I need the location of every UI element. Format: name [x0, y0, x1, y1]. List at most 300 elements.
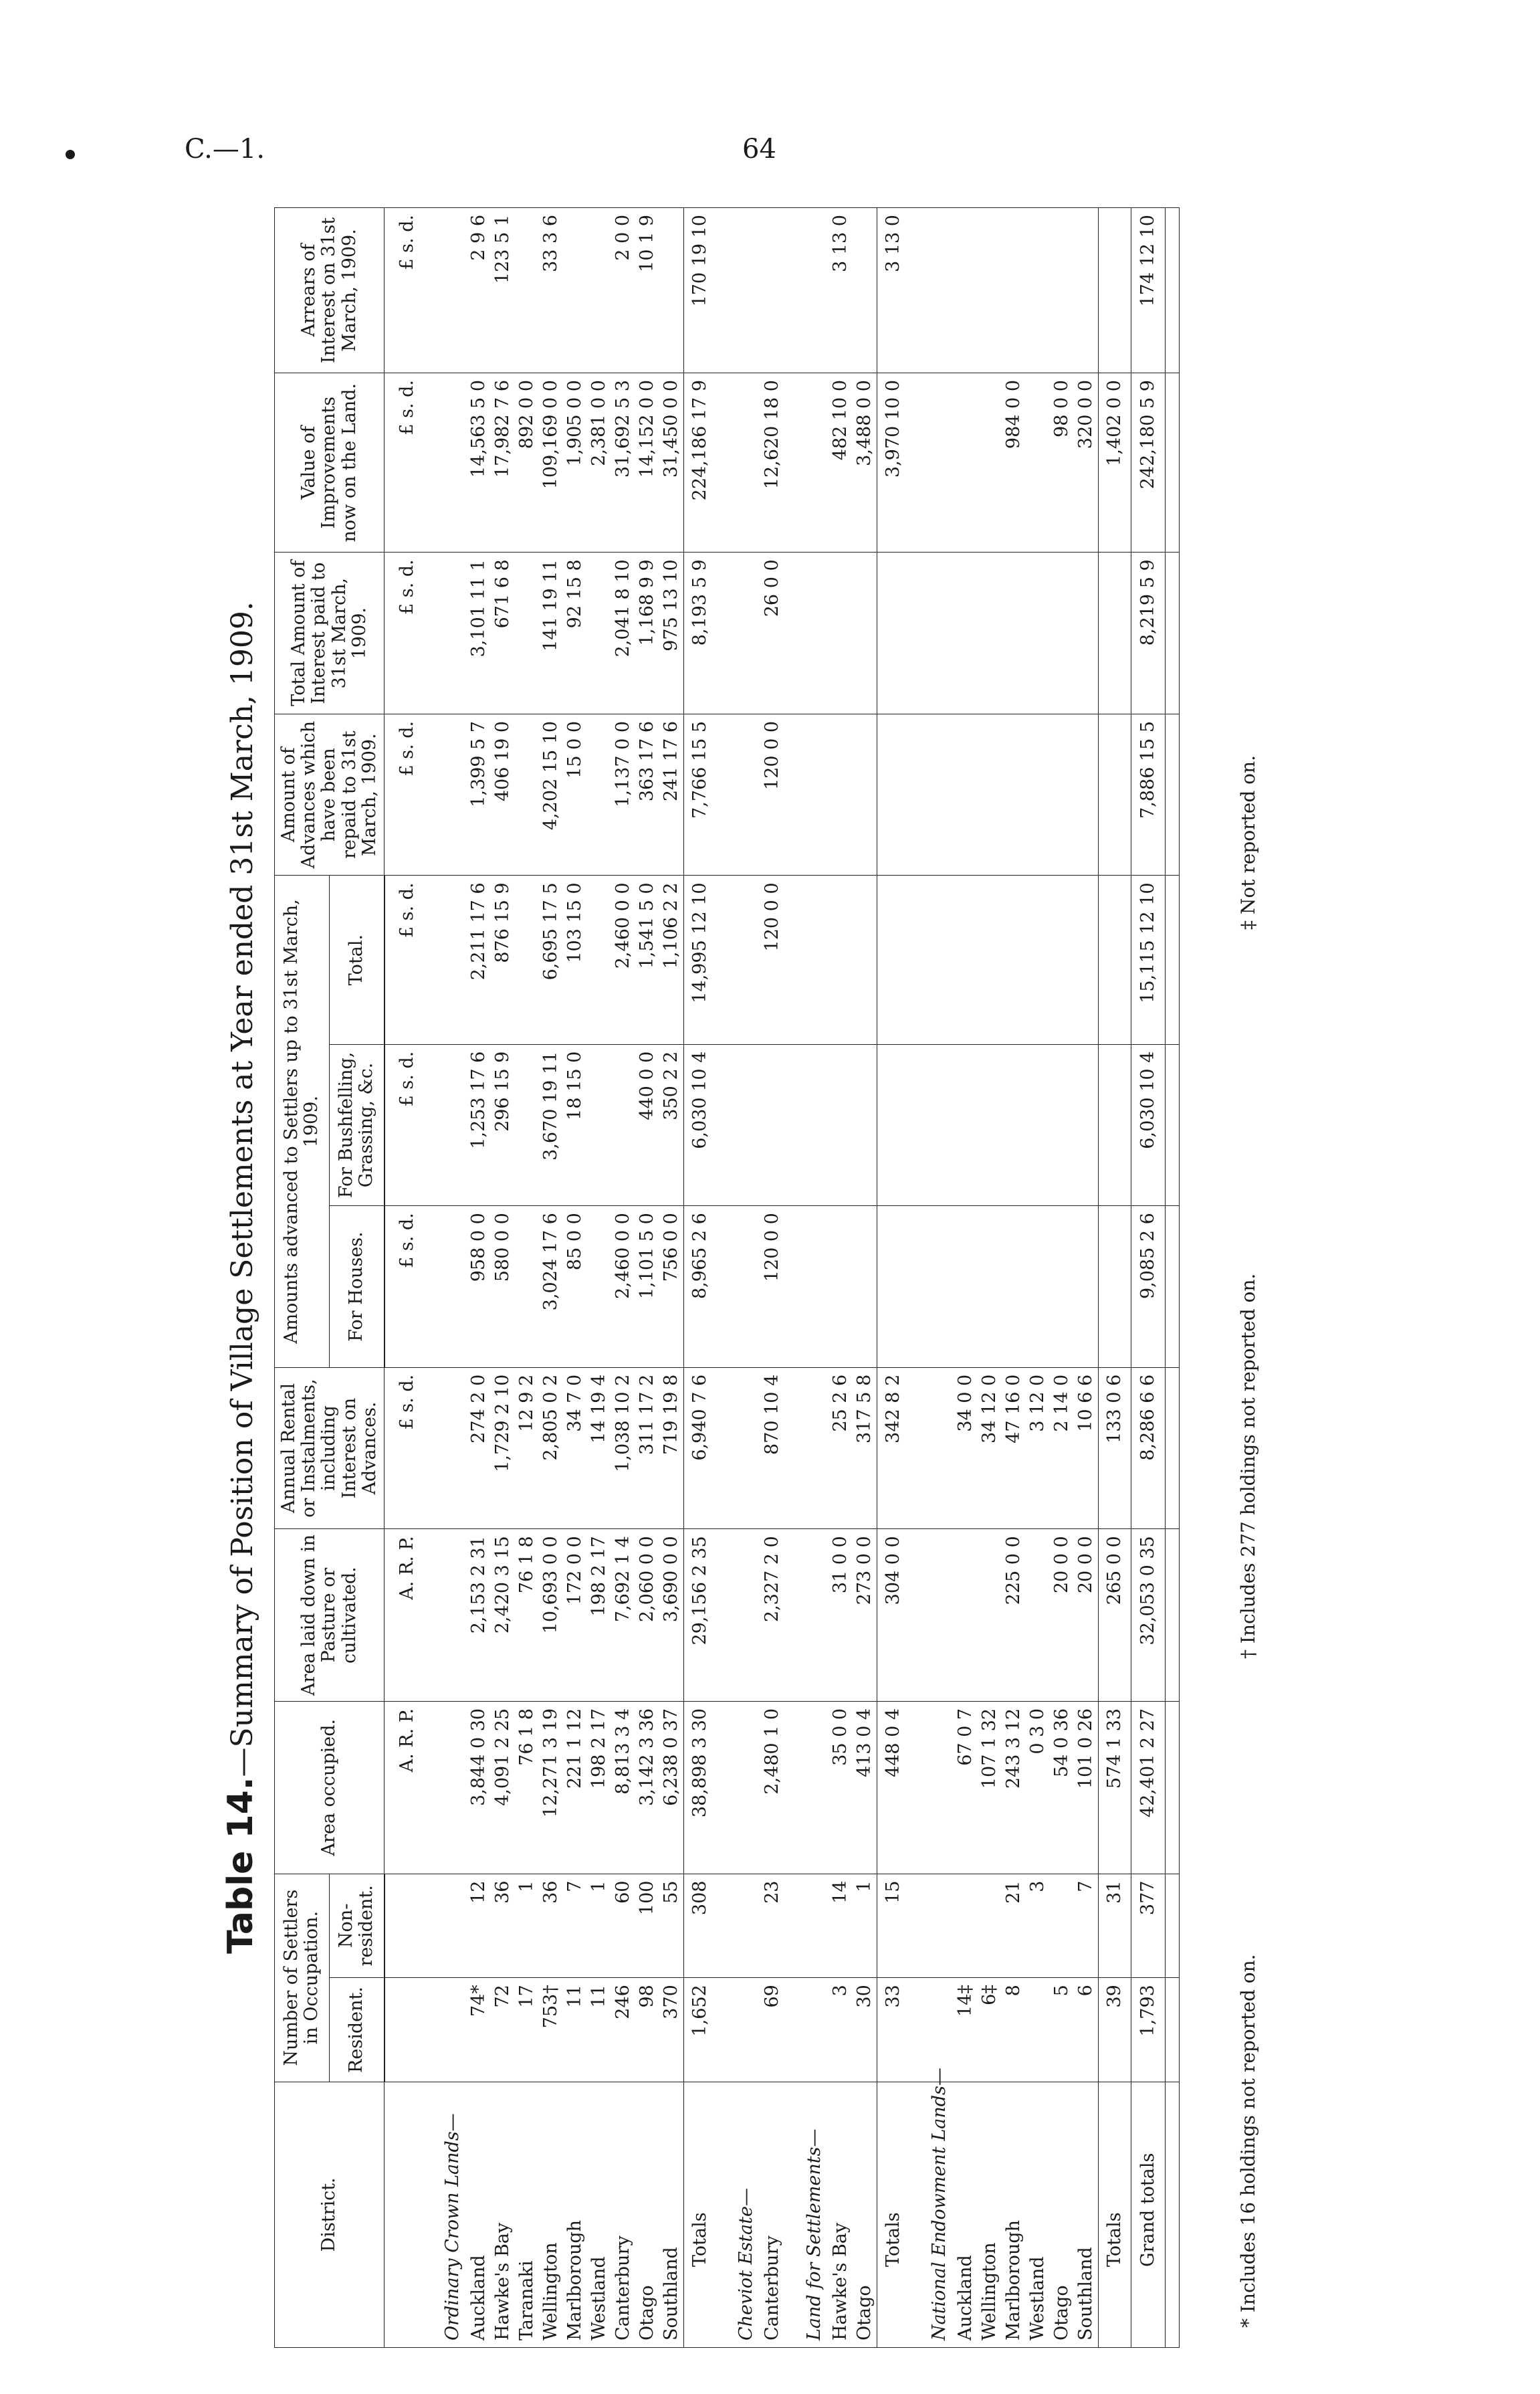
table-cell — [829, 553, 853, 714]
group-title — [784, 2082, 795, 2347]
table-cell: 20 0 0 — [1050, 1529, 1074, 1702]
table-cell — [515, 1206, 539, 1368]
blank-cell — [920, 714, 954, 876]
table-cell: 60 — [611, 1874, 635, 1978]
table-cell: 17,982 7 6 — [491, 373, 515, 553]
totals-row — [683, 208, 716, 2348]
table-cell — [1002, 1044, 1026, 1206]
district-name: Wellington — [978, 2082, 1002, 2347]
table-cell — [829, 1044, 853, 1206]
unit-label: £ s. d. — [384, 1206, 423, 1368]
blank-cell — [909, 1044, 920, 1206]
table-cell — [515, 1044, 539, 1206]
grand-totals-cell: 1,793 — [1131, 1978, 1165, 2082]
table-cell: 3,142 3 36 — [635, 1701, 659, 1874]
blank-cell — [423, 714, 433, 876]
table-row — [491, 208, 515, 2348]
table-cell — [954, 1874, 978, 1978]
blank-cell — [909, 714, 920, 876]
table-cell — [1050, 1874, 1074, 1978]
blank-cell — [784, 208, 795, 373]
blank-cell — [1165, 1044, 1179, 1206]
table-cell: 2,460 0 0 — [611, 876, 635, 1044]
unit-label: £ s. d. — [384, 208, 423, 373]
table-cell — [1026, 1206, 1050, 1368]
col-arrears: Arrears of Interest on 31st March, 1909. — [275, 208, 384, 373]
blank-cell — [1165, 373, 1179, 553]
blank-cell — [423, 1978, 433, 2082]
grand-totals-cell: 9,085 2 6 — [1131, 1206, 1165, 1368]
table-cell — [978, 714, 1002, 876]
blank-cell — [433, 1529, 467, 1702]
totals-cell: 6,030 10 4 — [683, 1044, 716, 1206]
table-row — [611, 208, 635, 2348]
table-cell — [1074, 876, 1099, 1044]
table-cell — [515, 714, 539, 876]
blank-cell — [423, 1874, 433, 1978]
table-cell: 54 0 36 — [1050, 1701, 1074, 1874]
table-cell: 69 — [760, 1978, 784, 2082]
table-row — [515, 208, 539, 2348]
blank-cell — [716, 1978, 727, 2082]
table-cell: 0 3 0 — [1026, 1701, 1050, 1874]
table-cell: 756 0 0 — [659, 1206, 684, 1368]
grand-totals-row — [1131, 208, 1165, 2348]
table-cell — [954, 714, 978, 876]
district-name: Auckland — [954, 2082, 978, 2347]
blank-cell — [1165, 1367, 1179, 1529]
col-area-occupied: Area occupied. — [275, 1701, 384, 1874]
totals-cell: 265 0 0 — [1098, 1529, 1131, 1702]
table-cell: 273 0 0 — [853, 1529, 877, 1702]
grand-totals-cell: 6,030 10 4 — [1131, 1044, 1165, 1206]
table-cell — [587, 553, 611, 714]
table-cell — [760, 1044, 784, 1206]
blank-cell — [909, 1529, 920, 1702]
table-cell: 892 0 0 — [515, 373, 539, 553]
totals-cell: 8,193 5 9 — [683, 553, 716, 714]
group-title: Ordinary Crown Lands— — [433, 2082, 467, 2347]
unit-label — [384, 1874, 423, 1978]
blank-cell — [920, 208, 954, 373]
totals-cell — [877, 876, 909, 1044]
table-cell: 31,692 5 3 — [611, 373, 635, 553]
col-district: District. — [275, 2082, 384, 2347]
table-cell: 36 — [491, 1874, 515, 1978]
table-row — [829, 208, 853, 2348]
table-cell: 36 — [539, 1874, 563, 1978]
unit-label: £ s. d. — [384, 553, 423, 714]
margin-dot — [66, 150, 75, 159]
blank-cell — [423, 553, 433, 714]
table-cell: 76 1 8 — [515, 1529, 539, 1702]
table-cell: 11 — [587, 1978, 611, 2082]
table-cell — [853, 1206, 877, 1368]
table-cell: 23 — [760, 1874, 784, 1978]
unit-label — [384, 1978, 423, 2082]
table-cell: 25 2 6 — [829, 1367, 853, 1529]
table-title-text: —Summary of Position of Village Settlements at Year ended 31st March, 1909. — [225, 601, 259, 1777]
table-cell — [1074, 553, 1099, 714]
table-cell — [853, 553, 877, 714]
table-cell: 14‡ — [954, 1978, 978, 2082]
blank-cell — [784, 1701, 795, 1874]
totals-cell: 8,965 2 6 — [683, 1206, 716, 1368]
col-improvements: Value of Improvements now on the Land. — [275, 373, 384, 553]
table-cell: 671 6 8 — [491, 553, 515, 714]
table-title — [221, 207, 261, 2348]
table-cell: 18 15 0 — [563, 1044, 587, 1206]
group-title-row — [795, 208, 829, 2348]
blank-cell — [1165, 1701, 1179, 1874]
totals-cell — [877, 1044, 909, 1206]
table-cell: 172 0 0 — [563, 1529, 587, 1702]
table-cell: 6 — [1074, 1978, 1099, 2082]
totals-cell: 133 0 6 — [1098, 1367, 1131, 1529]
table-cell: 11 — [563, 1978, 587, 2082]
unit-label: £ s. d. — [384, 373, 423, 553]
table-cell: 2,060 0 0 — [635, 1529, 659, 1702]
table-cell: 1 — [853, 1874, 877, 1978]
totals-cell: 38,898 3 30 — [683, 1701, 716, 1874]
blank-cell — [909, 876, 920, 1044]
totals-cell: 33 — [877, 1978, 909, 2082]
group-title-row — [433, 208, 467, 2348]
table-cell — [563, 208, 587, 373]
blank-cell — [909, 1701, 920, 1874]
table-cell — [1050, 1044, 1074, 1206]
table-row — [539, 208, 563, 2348]
table-cell — [978, 373, 1002, 553]
table-cell: 406 19 0 — [491, 714, 515, 876]
totals-cell — [877, 553, 909, 714]
blank-cell — [727, 1367, 760, 1529]
table-cell: 317 5 8 — [853, 1367, 877, 1529]
blank-cell — [795, 876, 829, 1044]
totals-cell: 342 8 2 — [877, 1367, 909, 1529]
blank-cell — [716, 553, 727, 714]
table-cell: 3,101 11 1 — [467, 553, 491, 714]
totals-label: Totals — [877, 2082, 909, 2347]
table-cell — [1026, 876, 1050, 1044]
table-cell: 984 0 0 — [1002, 373, 1026, 553]
totals-cell: 3 13 0 — [877, 208, 909, 373]
blank-cell — [433, 1044, 467, 1206]
district-name: Hawke's Bay — [491, 2082, 515, 2347]
blank-cell — [920, 1367, 954, 1529]
table-cell: 1,729 2 10 — [491, 1367, 515, 1529]
table-cell: 1,038 10 2 — [611, 1367, 635, 1529]
blank-cell — [784, 714, 795, 876]
blank-cell — [716, 208, 727, 373]
table-cell: 85 0 0 — [563, 1206, 587, 1368]
table-cell: 120 0 0 — [760, 714, 784, 876]
blank-cell — [716, 1044, 727, 1206]
table-cell — [1050, 714, 1074, 876]
table-cell: 1,168 9 9 — [635, 553, 659, 714]
table-cell — [515, 876, 539, 1044]
footnote-holdings-16: * Includes 16 holdings not reported on. — [1237, 1954, 1259, 2328]
table-cell: 1,399 5 7 — [467, 714, 491, 876]
totals-cell — [1098, 714, 1131, 876]
settlements-table — [274, 207, 1180, 2348]
blank-cell — [795, 208, 829, 373]
spacer-row — [784, 208, 795, 2348]
table-cell: 580 0 0 — [491, 1206, 515, 1368]
table-cell: 1,106 2 2 — [659, 876, 684, 1044]
grand-totals-label: Grand totals — [1131, 2082, 1165, 2347]
totals-cell: 3,970 10 0 — [877, 373, 909, 553]
district-name: Otago — [1050, 2082, 1074, 2347]
table-cell: 1,137 0 0 — [611, 714, 635, 876]
table-cell: 975 13 10 — [659, 553, 684, 714]
blank-cell — [784, 1367, 795, 1529]
table-cell — [954, 1529, 978, 1702]
blank-cell — [784, 373, 795, 553]
col-advanced: Amounts advanced to Settlers up to 31st March, 1909. — [275, 876, 330, 1367]
table-cell: 350 2 2 — [659, 1044, 684, 1206]
grand-totals-cell: 242,180 5 9 — [1131, 373, 1165, 553]
table-body — [384, 208, 1180, 2348]
table-cell: 296 15 9 — [491, 1044, 515, 1206]
table-cell — [1074, 1206, 1099, 1368]
blank-cell — [727, 876, 760, 1044]
table-cell — [978, 876, 1002, 1044]
blank-cell — [423, 1367, 433, 1529]
blank-cell — [727, 1874, 760, 1978]
totals-cell: 308 — [683, 1874, 716, 1978]
district-name: Canterbury — [760, 2082, 784, 2347]
totals-cell: 29,156 2 35 — [683, 1529, 716, 1702]
totals-label: Totals — [683, 2082, 716, 2347]
table-cell: 243 3 12 — [1002, 1701, 1026, 1874]
group-title: Cheviot Estate— — [727, 2082, 760, 2347]
blank-cell — [716, 1206, 727, 1368]
table-cell: 241 17 6 — [659, 714, 684, 876]
table-cell — [1074, 714, 1099, 876]
table-cell: 34 12 0 — [978, 1367, 1002, 1529]
col-nonresident: Non-resident. — [329, 1874, 384, 1978]
table-cell: 6,695 17 5 — [539, 876, 563, 1044]
totals-cell — [1098, 876, 1131, 1044]
table-cell — [1026, 373, 1050, 553]
totals-cell: 1,652 — [683, 1978, 716, 2082]
table-cell: 2 0 0 — [611, 208, 635, 373]
table-cell: 100 — [635, 1874, 659, 1978]
grand-totals-cell: 7,886 15 5 — [1131, 714, 1165, 876]
table-cell: 92 15 8 — [563, 553, 587, 714]
table-cell: 141 19 11 — [539, 553, 563, 714]
totals-cell: 7,766 15 5 — [683, 714, 716, 876]
table-number: Table 14. — [221, 1777, 261, 1954]
table-cell — [587, 208, 611, 373]
table-cell: 101 0 26 — [1074, 1701, 1099, 1874]
table-cell: 6‡ — [978, 1978, 1002, 2082]
table-cell: 3,488 0 0 — [853, 373, 877, 553]
table-cell: 363 17 6 — [635, 714, 659, 876]
table-cell — [1026, 1978, 1050, 2082]
district-name: Southland — [659, 2082, 684, 2347]
totals-cell — [877, 714, 909, 876]
table-cell — [978, 1206, 1002, 1368]
district-name: Otago — [635, 2082, 659, 2347]
totals-cell: 574 1 33 — [1098, 1701, 1131, 1874]
footnote-holdings-277: † Includes 277 holdings not reported on. — [1237, 1273, 1259, 1659]
table-row — [954, 208, 978, 2348]
table-cell — [1002, 208, 1026, 373]
blank-cell — [920, 1206, 954, 1368]
blank-cell — [795, 1529, 829, 1702]
blank-cell — [1165, 1529, 1179, 1702]
blank-cell — [727, 1529, 760, 1702]
table-cell: 8,813 3 4 — [611, 1701, 635, 1874]
table-cell: 753† — [539, 1978, 563, 2082]
table-cell: 55 — [659, 1874, 684, 1978]
report-code: C.—1. — [185, 134, 265, 165]
district-name: Westland — [587, 2082, 611, 2347]
blank-cell — [433, 208, 467, 373]
district-name: Southland — [1074, 2082, 1099, 2347]
table-cell: 98 0 0 — [1050, 373, 1074, 553]
totals-cell: 39 — [1098, 1978, 1131, 2082]
bottom-pad-row — [1165, 208, 1179, 2348]
grand-totals-cell: 174 12 10 — [1131, 208, 1165, 373]
blank-cell — [909, 208, 920, 373]
table-cell: 311 17 2 — [635, 1367, 659, 1529]
blank-cell — [727, 373, 760, 553]
blank-cell — [716, 1701, 727, 1874]
table-cell: 34 7 0 — [563, 1367, 587, 1529]
spacer-row — [909, 208, 920, 2348]
totals-row — [1098, 208, 1131, 2348]
table-row — [635, 208, 659, 2348]
col-settlers: Number of Settlers in Occupation. — [275, 1874, 330, 2082]
table-cell — [978, 1529, 1002, 1702]
blank-cell — [423, 1529, 433, 1702]
blank-cell — [1165, 553, 1179, 714]
table-row — [563, 208, 587, 2348]
table-cell: 2,460 0 0 — [611, 1206, 635, 1368]
blank-cell — [433, 876, 467, 1044]
blank-cell — [433, 373, 467, 553]
table-cell: 2,420 3 15 — [491, 1529, 515, 1702]
grand-totals-cell: 15,115 12 10 — [1131, 876, 1165, 1044]
table-cell — [1050, 876, 1074, 1044]
table-cell: 2,041 8 10 — [611, 553, 635, 714]
district-name: Otago — [853, 2082, 877, 2347]
table-cell: 2,327 2 0 — [760, 1529, 784, 1702]
table-cell — [978, 208, 1002, 373]
blank-cell — [795, 373, 829, 553]
district-name: Canterbury — [611, 2082, 635, 2347]
table-cell — [587, 1044, 611, 1206]
totals-cell: 15 — [877, 1874, 909, 1978]
totals-cell — [1098, 208, 1131, 373]
blank-cell — [909, 553, 920, 714]
table-cell — [853, 1044, 877, 1206]
table-cell: 2,153 2 31 — [467, 1529, 491, 1702]
group-title — [909, 2082, 920, 2347]
table-cell: 109,169 0 0 — [539, 373, 563, 553]
blank-cell — [909, 373, 920, 553]
totals-cell: 6,940 7 6 — [683, 1367, 716, 1529]
blank-cell — [920, 553, 954, 714]
blank-cell — [784, 1529, 795, 1702]
blank-cell — [727, 208, 760, 373]
table-cell: 10,693 0 0 — [539, 1529, 563, 1702]
blank-cell — [795, 714, 829, 876]
table-cell — [1002, 876, 1026, 1044]
table-cell: 33 3 6 — [539, 208, 563, 373]
table-cell: 870 10 4 — [760, 1367, 784, 1529]
table-cell: 3 12 0 — [1026, 1367, 1050, 1529]
table-cell: 76 1 8 — [515, 1701, 539, 1874]
col-total: Total. — [329, 876, 384, 1044]
page-number: 64 — [742, 134, 776, 165]
blank-cell — [795, 1206, 829, 1368]
blank-cell — [1165, 208, 1179, 373]
table-row — [587, 208, 611, 2348]
table-cell: 221 1 12 — [563, 1701, 587, 1874]
totals-cell — [877, 1206, 909, 1368]
blank-cell — [423, 1701, 433, 1874]
table-cell: 5 — [1050, 1978, 1074, 2082]
blank-cell — [909, 1874, 920, 1978]
blank-cell — [920, 1044, 954, 1206]
table-row — [659, 208, 684, 2348]
table-cell: 2,480 1 0 — [760, 1701, 784, 1874]
table-cell — [978, 553, 1002, 714]
table-cell — [1026, 1529, 1050, 1702]
district-name: Wellington — [539, 2082, 563, 2347]
table-cell: 876 15 9 — [491, 876, 515, 1044]
units-row — [384, 208, 423, 2348]
table-cell — [954, 1044, 978, 1206]
blank-cell — [433, 1701, 467, 1874]
blank-cell — [433, 1367, 467, 1529]
table-cell: 2,805 0 2 — [539, 1367, 563, 1529]
blank-cell — [909, 1367, 920, 1529]
blank-cell — [433, 553, 467, 714]
table-cell — [1074, 1044, 1099, 1206]
table-cell — [1026, 1044, 1050, 1206]
district-name: Taranaki — [515, 2082, 539, 2347]
totals-cell: 14,995 12 10 — [683, 876, 716, 1044]
totals-cell: 224,186 17 9 — [683, 373, 716, 553]
blank-cell — [727, 1044, 760, 1206]
blank-cell — [716, 373, 727, 553]
table-cell: 30 — [853, 1978, 877, 2082]
table-cell: 12,271 3 19 — [539, 1701, 563, 1874]
totals-cell: 304 0 0 — [877, 1529, 909, 1702]
district-name: Marlborough — [563, 2082, 587, 2347]
table-cell: 120 0 0 — [760, 876, 784, 1044]
blank-cell — [795, 1701, 829, 1874]
table-cell: 14,563 5 0 — [467, 373, 491, 553]
blank-cell — [784, 1978, 795, 2082]
table-cell: 107 1 32 — [978, 1701, 1002, 1874]
page-header — [0, 0, 1540, 201]
table-cell — [587, 876, 611, 1044]
table-cell: 3 — [1026, 1874, 1050, 1978]
table-cell: 2 9 6 — [467, 208, 491, 373]
table-cell — [1050, 208, 1074, 373]
table-cell — [954, 876, 978, 1044]
group-title-row — [920, 208, 954, 2348]
blank-cell — [795, 1874, 829, 1978]
table-cell: 4,091 2 25 — [491, 1701, 515, 1874]
blank-cell — [795, 1044, 829, 1206]
